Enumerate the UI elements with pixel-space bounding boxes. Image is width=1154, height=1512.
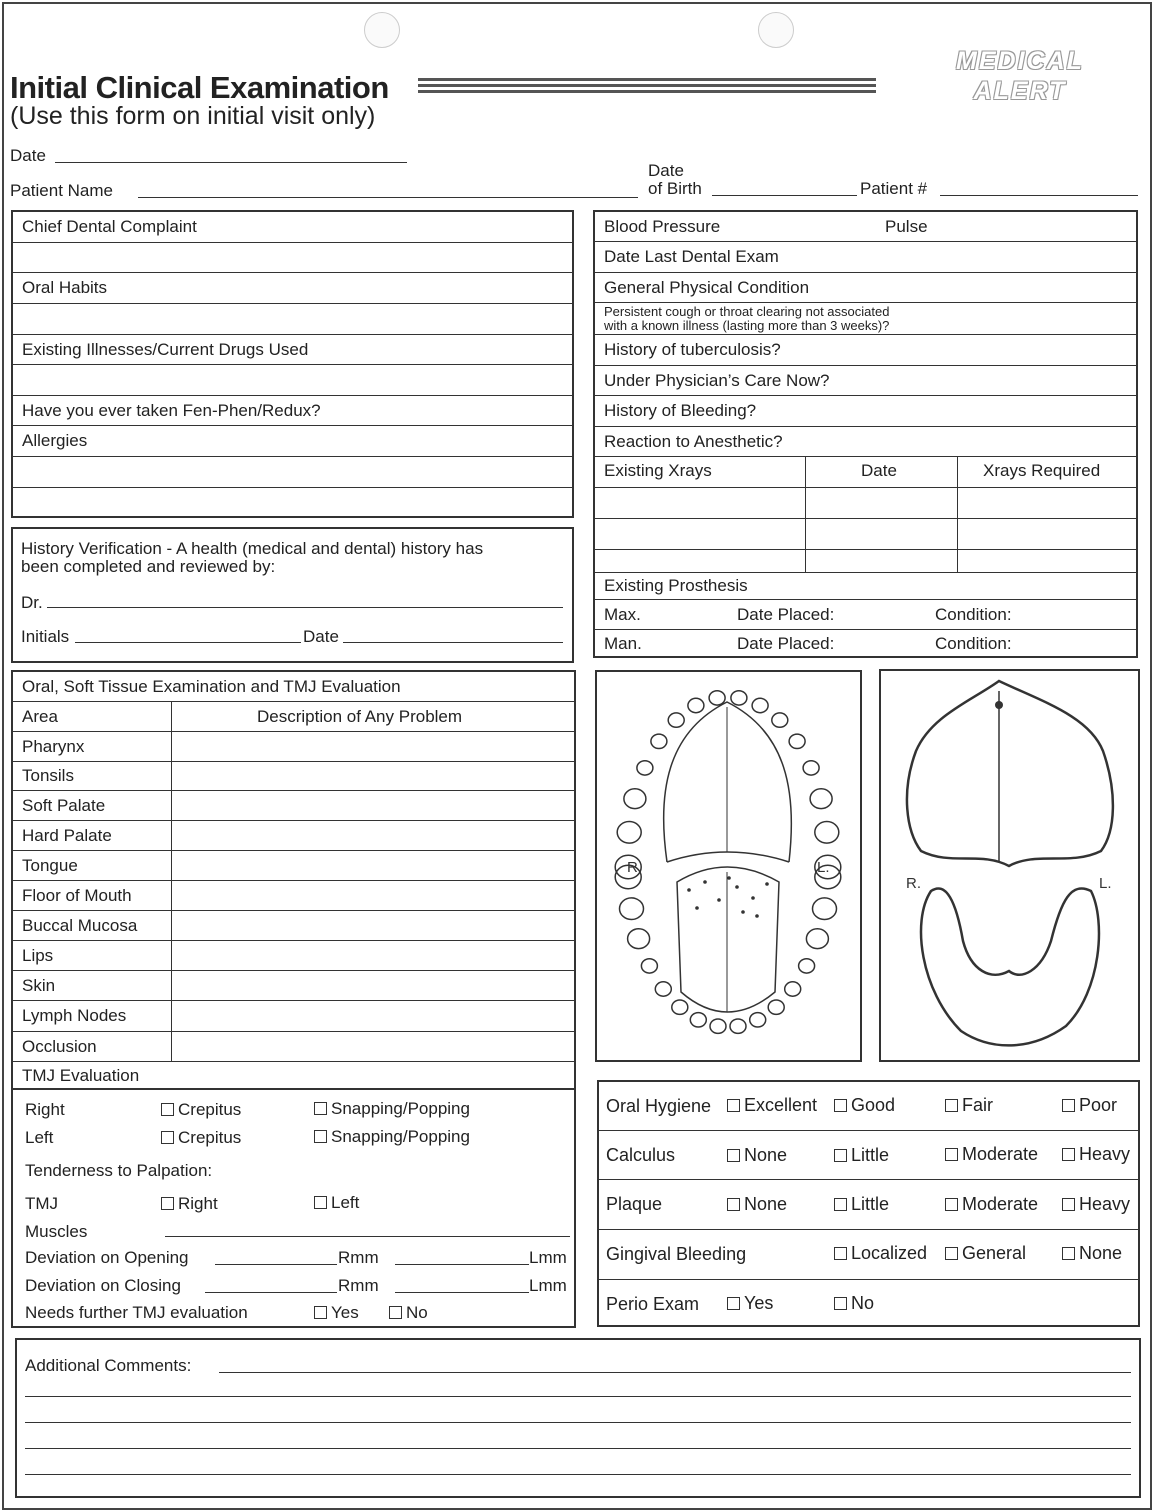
- lower-tooth[interactable]: [710, 1019, 726, 1033]
- area-divider: [171, 702, 172, 1062]
- area-row[interactable]: [13, 941, 574, 971]
- lower-tooth[interactable]: [730, 1019, 746, 1033]
- comments-line[interactable]: [25, 1474, 1131, 1475]
- xray-row[interactable]: [595, 488, 1136, 519]
- medical-alert-stamp: MEDICAL ALERT: [956, 47, 1084, 105]
- physical-condition-row[interactable]: General Physical Condition: [595, 273, 1136, 303]
- lower-tooth[interactable]: [655, 982, 671, 996]
- form-subtitle: (Use this form on initial visit only): [10, 102, 376, 130]
- diagram2-l-label: L.: [1099, 875, 1112, 892]
- persistent-cough-row[interactable]: Persistent cough or throat clearing not associated with a known illness (lasting more than 3 weeks)?: [595, 303, 1136, 335]
- tongue-dot: [755, 914, 759, 918]
- tmj-right-label: Right: [25, 1100, 65, 1119]
- title-stripes: [418, 78, 876, 98]
- oral-exam-table: [11, 670, 576, 1090]
- existing-prosthesis-row: Existing Prosthesis: [595, 573, 1136, 600]
- dob-label-1: Date: [648, 161, 684, 180]
- plaque-little-checkbox[interactable]: Little: [834, 1194, 889, 1215]
- tongue-dot: [727, 876, 731, 880]
- needs-no-checkbox[interactable]: No: [389, 1303, 428, 1323]
- right-snapping-checkbox[interactable]: Snapping/Popping: [314, 1099, 470, 1119]
- area-label: Lymph Nodes: [22, 1006, 127, 1025]
- patient-name-label: Patient Name: [10, 181, 113, 200]
- upper-tooth[interactable]: [688, 698, 704, 712]
- upper-tooth[interactable]: [803, 761, 819, 775]
- plaque-heavy-checkbox[interactable]: Heavy: [1062, 1194, 1130, 1215]
- plaque-moderate-checkbox[interactable]: Moderate: [945, 1194, 1038, 1215]
- xray-divider: [805, 457, 806, 573]
- upper-tooth[interactable]: [731, 691, 747, 705]
- upper-tooth[interactable]: [668, 713, 684, 727]
- area-label: Buccal Mucosa: [22, 915, 138, 935]
- diagram2-r-label: R.: [906, 875, 921, 892]
- tongue-dot: [735, 885, 739, 889]
- tmj-tender-label: TMJ: [25, 1194, 59, 1213]
- history-date-field[interactable]: [343, 642, 563, 643]
- fen-phen-row[interactable]: Have you ever taken Fen-Phen/Redux?: [13, 396, 572, 426]
- xray-row[interactable]: [595, 519, 1136, 550]
- tmj-left-checkbox[interactable]: Left: [314, 1193, 359, 1213]
- area-row[interactable]: [13, 851, 574, 881]
- upper-tooth[interactable]: [752, 698, 768, 712]
- dr-field[interactable]: [47, 607, 563, 608]
- opening-lmm-field[interactable]: [395, 1264, 529, 1265]
- date-label: Date: [10, 146, 46, 165]
- closing-rmm-field[interactable]: [205, 1292, 337, 1293]
- physician-care-row[interactable]: Under Physician’s Care Now?: [595, 366, 1136, 396]
- needs-evaluation-label: Needs further TMJ evaluation: [25, 1303, 248, 1322]
- needs-yes-checkbox[interactable]: Yes: [314, 1303, 359, 1323]
- upper-tooth[interactable]: [651, 734, 667, 748]
- calculus-heavy-checkbox[interactable]: Heavy: [1062, 1144, 1130, 1165]
- palate-dot: [995, 701, 1003, 709]
- oral-hygiene-label: Oral Hygiene: [606, 1096, 712, 1116]
- area-label: Hard Palate: [22, 825, 112, 845]
- area-label: Occlusion: [22, 1036, 97, 1056]
- oral-habits-row[interactable]: Oral Habits: [13, 273, 572, 304]
- anesthetic-reaction-row[interactable]: Reaction to Anesthetic?: [595, 427, 1136, 457]
- area-label: Pharynx: [22, 736, 85, 756]
- lower-tooth[interactable]: [628, 929, 650, 949]
- dob-label-2: of Birth: [648, 179, 702, 198]
- lower-tooth[interactable]: [641, 959, 657, 973]
- gingival-bleeding-label: Gingival Bleeding: [606, 1244, 747, 1264]
- area-label: Floor of Mouth: [22, 885, 132, 905]
- upper-tooth[interactable]: [810, 789, 832, 809]
- dr-label: Dr.: [21, 593, 43, 612]
- xrays-required-label: Xrays Required: [983, 461, 1101, 480]
- fair-checkbox[interactable]: Fair: [945, 1095, 993, 1116]
- tmj-box: [11, 1090, 576, 1328]
- upper-tooth[interactable]: [709, 691, 725, 705]
- calculus-none-checkbox[interactable]: None: [727, 1145, 787, 1166]
- area-row[interactable]: [13, 911, 574, 941]
- area-row[interactable]: [13, 881, 574, 911]
- punch-hole-right: [758, 12, 794, 48]
- description-header: Description of Any Problem: [257, 706, 463, 726]
- right-crepitus-checkbox[interactable]: Crepitus: [161, 1100, 241, 1120]
- area-label: Tonsils: [22, 766, 74, 785]
- teeth-chart-drawing: [597, 672, 860, 1060]
- diagram1-r-label: R.: [627, 859, 642, 876]
- initials-label: Initials: [21, 627, 70, 646]
- tongue-dot: [751, 896, 755, 900]
- lower-tooth[interactable]: [768, 1000, 784, 1014]
- comments-label: Additional Comments:: [25, 1356, 192, 1375]
- man-prosthesis-row[interactable]: Man. Date Placed: Condition:: [604, 634, 1012, 653]
- tongue-dot: [703, 880, 707, 884]
- lower-tooth[interactable]: [813, 898, 837, 920]
- diagram1-l-label: L.: [817, 859, 830, 876]
- tongue-dot: [717, 898, 721, 902]
- xrays-header-row: [595, 457, 1136, 488]
- blank-row[interactable]: [13, 488, 572, 518]
- opening-lmm-label: Lmm: [529, 1248, 567, 1267]
- lower-tooth[interactable]: [799, 959, 815, 973]
- blank-row[interactable]: [13, 304, 572, 335]
- upper-tooth[interactable]: [637, 761, 653, 775]
- upper-tooth[interactable]: [624, 789, 646, 809]
- form-title: Initial Clinical Examination: [10, 70, 389, 105]
- perio-no-checkbox[interactable]: No: [834, 1293, 874, 1314]
- blank-row[interactable]: [13, 365, 572, 396]
- tongue-dot: [741, 910, 745, 914]
- perio-exam-label: Perio Exam: [606, 1294, 700, 1314]
- lower-tooth[interactable]: [806, 929, 828, 949]
- comments-line[interactable]: [25, 1448, 1131, 1449]
- dental-arch-diagram: [595, 670, 862, 1062]
- area-label: Soft Palate: [22, 795, 106, 815]
- max-prosthesis-row[interactable]: Max. Date Placed: Condition:: [595, 600, 1136, 630]
- perio-yes-checkbox[interactable]: Yes: [727, 1293, 773, 1314]
- gb-none-checkbox[interactable]: None: [1062, 1243, 1122, 1264]
- tmj-right-checkbox[interactable]: Right: [161, 1194, 218, 1214]
- tmj-left-label: Left: [25, 1128, 54, 1147]
- history-line-1: History Verification - A health (medical and dental) history has: [21, 539, 484, 558]
- bleeding-history-row[interactable]: History of Bleeding?: [595, 396, 1136, 427]
- blank-row[interactable]: [13, 457, 572, 488]
- upper-tooth[interactable]: [772, 713, 788, 727]
- tuberculosis-row[interactable]: History of tuberculosis?: [595, 335, 1136, 366]
- area-label: Lips: [22, 945, 54, 965]
- medical-info-box: [593, 210, 1138, 658]
- deviation-opening-label: Deviation on Opening: [25, 1248, 189, 1267]
- lower-tooth[interactable]: [672, 1000, 688, 1014]
- patient-number-label: Patient #: [860, 179, 928, 198]
- xray-divider: [957, 457, 958, 573]
- additional-comments-box: [15, 1338, 1141, 1498]
- area-row[interactable]: [13, 791, 574, 821]
- muscles-label: Muscles: [25, 1222, 88, 1241]
- plaque-label: Plaque: [606, 1194, 663, 1214]
- allergies-row[interactable]: Allergies: [13, 426, 572, 457]
- comments-line[interactable]: [25, 1396, 1131, 1397]
- history-date-label: Date: [303, 627, 339, 646]
- left-crepitus-checkbox[interactable]: Crepitus: [161, 1128, 241, 1148]
- deviation-closing-label: Deviation on Closing: [25, 1276, 181, 1295]
- area-header: Area: [22, 706, 58, 726]
- history-line-2: been completed and reviewed by:: [21, 557, 276, 576]
- history-verification-box: [11, 527, 574, 663]
- opening-rmm-label: Rmm: [338, 1248, 379, 1267]
- closing-lmm-field[interactable]: [395, 1292, 529, 1293]
- existing-illnesses-row[interactable]: Existing Illnesses/Current Drugs Used: [13, 335, 572, 365]
- edentulous-arch-diagram: [879, 669, 1140, 1062]
- patient-info-box: [11, 210, 574, 518]
- date-field[interactable]: [55, 162, 407, 163]
- poor-checkbox[interactable]: Poor: [1062, 1095, 1117, 1116]
- tenderness-label: Tenderness to Palpation:: [25, 1161, 213, 1180]
- lower-tooth[interactable]: [690, 1013, 706, 1027]
- calculus-moderate-checkbox[interactable]: Moderate: [945, 1144, 1038, 1165]
- existing-xrays-label: Existing Xrays: [604, 461, 712, 480]
- blood-pressure-row[interactable]: [595, 212, 1136, 242]
- chief-complaint-row[interactable]: Chief Dental Complaint: [13, 212, 572, 243]
- area-row[interactable]: [13, 762, 574, 791]
- hygiene-box: [597, 1080, 1140, 1327]
- plaque-none-checkbox[interactable]: None: [727, 1194, 787, 1215]
- upper-tooth[interactable]: [617, 822, 641, 844]
- closing-lmm-label: Lmm: [529, 1276, 567, 1295]
- localized-checkbox[interactable]: Localized: [834, 1243, 927, 1264]
- area-label: Skin: [22, 975, 56, 995]
- xray-row[interactable]: [595, 550, 1136, 573]
- blank-row[interactable]: [13, 243, 572, 273]
- upper-tooth[interactable]: [789, 734, 805, 748]
- area-row[interactable]: [13, 732, 574, 762]
- area-row[interactable]: [13, 971, 574, 1001]
- area-row[interactable]: [13, 1001, 574, 1032]
- last-dental-exam-row[interactable]: Date Last Dental Exam: [595, 242, 1136, 273]
- muscles-field[interactable]: [165, 1236, 570, 1237]
- initials-field[interactable]: [75, 642, 301, 643]
- blood-pressure-label: Blood Pressure: [604, 216, 721, 236]
- tongue-dot: [687, 888, 691, 892]
- lower-tooth[interactable]: [620, 898, 644, 920]
- opening-rmm-field[interactable]: [215, 1264, 337, 1265]
- good-checkbox[interactable]: Good: [834, 1095, 895, 1116]
- lower-tooth[interactable]: [750, 1013, 766, 1027]
- area-row[interactable]: [13, 821, 574, 851]
- dob-field[interactable]: [712, 195, 857, 196]
- pulse-label: Pulse: [885, 216, 928, 236]
- upper-tooth[interactable]: [815, 822, 839, 844]
- oral-exam-title: Oral, Soft Tissue Examination and TMJ Evaluation: [13, 672, 574, 702]
- general-checkbox[interactable]: General: [945, 1243, 1026, 1264]
- tmj-evaluation-title: TMJ Evaluation: [22, 1066, 140, 1085]
- lower-tooth[interactable]: [785, 982, 801, 996]
- excellent-checkbox[interactable]: Excellent: [727, 1095, 817, 1116]
- comments-line[interactable]: [25, 1422, 1131, 1423]
- patient-name-field[interactable]: [138, 197, 638, 198]
- edentulous-drawing: [881, 671, 1138, 1060]
- xray-date-label: Date: [861, 461, 897, 480]
- area-label: Tongue: [22, 855, 78, 875]
- oral-exam-header: [13, 702, 574, 732]
- calculus-label: Calculus: [606, 1145, 676, 1165]
- patient-number-field[interactable]: [940, 195, 1138, 196]
- left-snapping-checkbox[interactable]: Snapping/Popping: [314, 1127, 470, 1147]
- tongue-dot: [765, 882, 769, 886]
- punch-hole-left: [364, 12, 400, 48]
- calculus-little-checkbox[interactable]: Little: [834, 1145, 889, 1166]
- area-row[interactable]: [13, 1032, 574, 1062]
- tongue-dot: [695, 906, 699, 910]
- comments-line[interactable]: [219, 1372, 1131, 1373]
- closing-rmm-label: Rmm: [338, 1276, 379, 1295]
